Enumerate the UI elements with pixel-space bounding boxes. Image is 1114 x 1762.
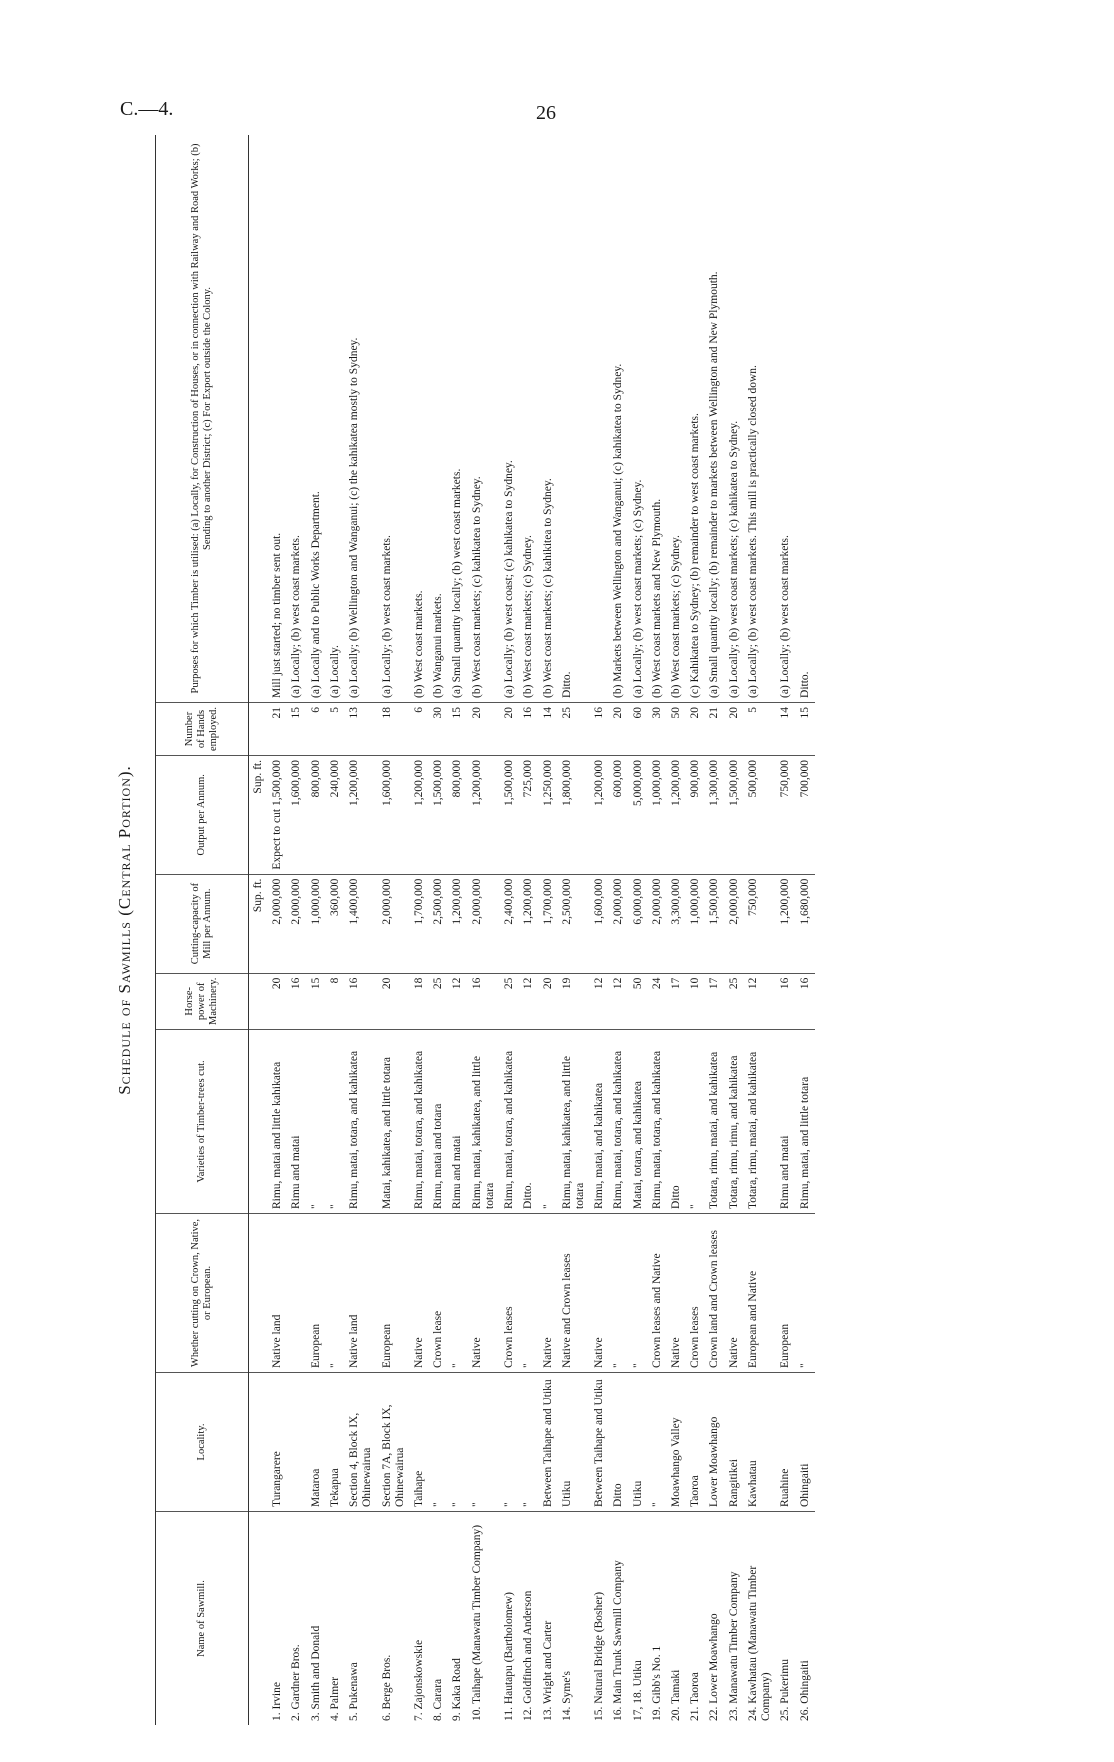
table-row	[776, 135, 795, 1725]
horse-power-cell: 12	[590, 973, 609, 1029]
hands-employed-cell: 50	[667, 702, 686, 755]
cutting-capacity-cell: 750,000	[744, 874, 776, 973]
timber-varieties-cell: "	[326, 1030, 345, 1214]
timber-varieties-cell: Totara, rimu, matai, and kahikatea	[744, 1030, 776, 1214]
timber-varieties-cell: Totara, rimu, rimu, and kahikatea	[725, 1030, 744, 1214]
table-row	[468, 135, 500, 1725]
tenure-cell: Native	[590, 1214, 609, 1373]
horse-power-cell: 16	[287, 973, 306, 1029]
tenure-cell: Crown land and Crown leases	[705, 1214, 724, 1373]
tenure-cell: "	[796, 1214, 815, 1373]
horse-power-cell: 20	[268, 973, 287, 1029]
locality-cell: Rangitikei	[725, 1373, 744, 1512]
purposes-cell	[590, 135, 609, 702]
cutting-capacity-cell: 1,200,000	[519, 874, 538, 973]
output-cell: 5,000,000	[629, 756, 648, 875]
purposes-cell: (a) Small quantity locally; (b) remainder to markets between Wellington and New Plymouth.	[705, 135, 724, 702]
cutting-capacity-cell: 2,500,000	[558, 874, 590, 973]
table-row	[558, 135, 590, 1725]
tenure-cell: Crown leases	[686, 1214, 705, 1373]
purposes-cell: (a) Locally; (b) west coast markets; (c) Sydney.	[629, 135, 648, 702]
hands-employed-cell: 16	[590, 702, 609, 755]
locality-cell: Taoroa	[686, 1373, 705, 1512]
purposes-cell: Ditto.	[796, 135, 815, 702]
sawmill-name-cell: 24. Kawhatau (Manawatu Timber Company)	[746, 1565, 773, 1721]
timber-varieties-cell: Rimu, matai, totara, and kahikatea	[410, 1030, 429, 1214]
cutting-capacity-cell: 1,000,000	[307, 874, 326, 973]
purposes-cell: (b) West coast markets; (c) Sydney.	[519, 135, 538, 702]
timber-varieties-cell: Rimu, matai and little kahikatea	[268, 1030, 287, 1214]
timber-varieties-cell: Totara, rimu, matai, and kahikatea	[705, 1030, 724, 1214]
locality-cell: "	[448, 1373, 467, 1512]
horse-power-cell: 12	[519, 973, 538, 1029]
hands-employed-cell: 21	[705, 702, 724, 755]
horse-power-cell: 20	[378, 973, 410, 1029]
cutting-capacity-cell: 2,000,000	[609, 874, 628, 973]
locality-cell: Ditto	[609, 1373, 628, 1512]
tenure-cell: European	[776, 1214, 795, 1373]
table-row	[796, 135, 815, 1725]
sawmill-name-cell: 8. Carara	[432, 1678, 445, 1721]
output-cell: 1,200,000	[667, 756, 686, 875]
output-cell: 1,200,000	[468, 756, 500, 875]
sawmill-name-cell: 15. Natural Bridge (Bosher)	[593, 1591, 606, 1721]
locality-cell: Utiku	[558, 1373, 590, 1512]
hands-employed-cell: 20	[500, 702, 519, 755]
locality-cell: Section 7A, Block IX, Ohinewairua	[378, 1373, 410, 1512]
sawmill-name-cell: 7. Zajonskowskie	[412, 1639, 425, 1721]
header-row	[156, 135, 249, 1725]
cutting-capacity-cell: 2,000,000	[378, 874, 410, 973]
tenure-cell: "	[448, 1214, 467, 1373]
locality-cell: Moawhango Valley	[667, 1373, 686, 1512]
locality-cell: "	[519, 1373, 538, 1512]
output-cell: 240,000	[326, 756, 345, 875]
horse-power-cell: 50	[629, 973, 648, 1029]
sawmill-name-cell: 21. Taoroa	[689, 1672, 702, 1721]
cutting-capacity-cell: 1,700,000	[410, 874, 429, 973]
horse-power-cell: 12	[744, 973, 776, 1029]
output-cell: 700,000	[796, 756, 815, 875]
locality-cell: Between Taihape and Utiku	[590, 1373, 609, 1512]
tenure-cell: Native land	[345, 1214, 377, 1373]
output-cell: Expect to cut 1,500,000	[268, 756, 287, 875]
table-row	[629, 135, 648, 1725]
locality-cell: "	[648, 1373, 667, 1512]
sawmill-name-cell: 16. Main Trunk Sawmill Company	[612, 1560, 625, 1721]
purposes-cell: (b) West coast markets; (c) kahikitea to Sydney.	[539, 135, 558, 702]
locality-cell: "	[500, 1373, 519, 1512]
table-row	[448, 135, 467, 1725]
hands-employed-cell: 18	[378, 702, 410, 755]
col-header-output: Output per Annum.	[156, 756, 249, 875]
timber-varieties-cell: Rimu and matai	[448, 1030, 467, 1214]
tenure-cell: Native	[410, 1214, 429, 1373]
output-cell: 1,600,000	[287, 756, 306, 875]
tenure-cell: Native and Crown leases	[558, 1214, 590, 1373]
page-number: 26	[536, 102, 556, 124]
output-unit: Sup. ft.	[249, 756, 269, 875]
col-header-purposes: Purposes for which Timber is utilised: (a) Locally, for Construction of Houses, or in connection with Railway and Road Works; (b) Sending to another District; (c) For Export outside the Colony.	[156, 135, 249, 702]
output-cell: 1,600,000	[378, 756, 410, 875]
hands-employed-cell: 20	[686, 702, 705, 755]
table-row	[744, 135, 776, 1725]
output-cell: 1,200,000	[345, 756, 377, 875]
hands-employed-cell: 25	[558, 702, 590, 755]
hands-employed-cell: 5	[744, 702, 776, 755]
hands-employed-cell: 20	[468, 702, 500, 755]
purposes-cell: (b) Wanganui markets.	[429, 135, 448, 702]
cutting-capacity-cell: 1,700,000	[539, 874, 558, 973]
sawmill-name-cell: 4. Palmer	[328, 1676, 341, 1721]
sawmill-name-cell: 5. Pukenawa	[348, 1662, 361, 1721]
output-cell: 500,000	[744, 756, 776, 875]
purposes-cell: (a) Locally.	[326, 135, 345, 702]
table-row	[429, 135, 448, 1725]
col-header-hands: Number of Hands employed.	[156, 702, 249, 755]
locality-cell: Mataroa	[307, 1373, 326, 1512]
hands-employed-cell: 6	[307, 702, 326, 755]
table-row	[705, 135, 724, 1725]
tenure-cell: Crown leases and Native	[648, 1214, 667, 1373]
timber-varieties-cell: Matai, totara, and kahikatea	[629, 1030, 648, 1214]
hands-employed-cell: 30	[648, 702, 667, 755]
cutting-capacity-cell: 2,400,000	[500, 874, 519, 973]
timber-varieties-cell: Rimu, matai, totara, and kahikatea	[609, 1030, 628, 1214]
table-row	[307, 135, 326, 1725]
hands-employed-cell: 14	[539, 702, 558, 755]
hands-employed-cell: 21	[268, 702, 287, 755]
hands-employed-cell: 20	[725, 702, 744, 755]
sawmill-name-cell: 14. Syme's	[560, 1671, 573, 1721]
purposes-cell: (b) West coast markets; (c) kahikatea to Sydney.	[468, 135, 500, 702]
output-cell: 1,000,000	[648, 756, 667, 875]
col-header-tenure: Whether cutting on Crown, Native, or European.	[156, 1214, 249, 1373]
hands-employed-cell: 15	[448, 702, 467, 755]
purposes-cell: (a) Locally; (b) west coast markets.	[287, 135, 306, 702]
tenure-cell: European	[378, 1214, 410, 1373]
cutting-capacity-cell: 2,000,000	[468, 874, 500, 973]
locality-cell: Taihape	[410, 1373, 429, 1512]
cutting-capacity-cell: 2,000,000	[648, 874, 667, 973]
hands-employed-cell: 6	[410, 702, 429, 755]
timber-varieties-cell: "	[539, 1030, 558, 1214]
horse-power-cell: 12	[448, 973, 467, 1029]
locality-cell: Utiku	[629, 1373, 648, 1512]
cutting-capacity-cell: 2,000,000	[725, 874, 744, 973]
timber-varieties-cell: Rimu, matai, totara, and kahikatea	[648, 1030, 667, 1214]
hands-employed-cell: 5	[326, 702, 345, 755]
cutting-capacity-cell: 3,300,000	[667, 874, 686, 973]
table-row	[667, 135, 686, 1725]
timber-varieties-cell: Rimu, matai, kahikatea, and little totara	[468, 1030, 500, 1214]
horse-power-cell: 17	[667, 973, 686, 1029]
tenure-cell: European	[307, 1214, 326, 1373]
timber-varieties-cell: "	[307, 1030, 326, 1214]
purposes-cell: (c) Kahikatea to Sydney; (b) remainder to west coast markets.	[686, 135, 705, 702]
hands-employed-cell: 20	[609, 702, 628, 755]
purposes-cell: (b) Markets between Wellington and Wanganui; (c) kahikatea to Sydney.	[609, 135, 628, 702]
timber-varieties-cell: Matai, kahikatea, and little totara	[378, 1030, 410, 1214]
locality-cell: Tekapua	[326, 1373, 345, 1512]
cutting-capacity-cell: 1,680,000	[796, 874, 815, 973]
table-row	[326, 135, 345, 1725]
timber-varieties-cell: Rimu, matai, and little totara	[796, 1030, 815, 1214]
purposes-cell: (a) Locally; (b) west coast markets; (c) kahikatea to Sydney.	[725, 135, 744, 702]
tenure-cell: Native	[468, 1214, 500, 1373]
tenure-cell: "	[629, 1214, 648, 1373]
horse-power-cell: 25	[429, 973, 448, 1029]
output-cell: 1,500,000	[725, 756, 744, 875]
tenure-cell: Native land	[268, 1214, 287, 1373]
purposes-cell: Mill just started; no timber sent out.	[268, 135, 287, 702]
cutting-capacity-cell: 2,000,000	[268, 874, 287, 973]
cutting-capacity-cell: 2,000,000	[287, 874, 306, 973]
locality-cell	[287, 1373, 306, 1512]
tenure-cell: Crown leases	[500, 1214, 519, 1373]
horse-power-cell: 16	[796, 973, 815, 1029]
table-row	[268, 135, 287, 1725]
table-row	[519, 135, 538, 1725]
horse-power-cell: 16	[468, 973, 500, 1029]
horse-power-cell: 12	[609, 973, 628, 1029]
output-cell: 800,000	[307, 756, 326, 875]
hands-employed-cell: 16	[519, 702, 538, 755]
purposes-cell: (b) West coast markets; (c) Sydney.	[667, 135, 686, 702]
horse-power-cell: 16	[776, 973, 795, 1029]
purposes-cell: (a) Locally; (b) Wellington and Wanganui; (c) the kahikatea mostly to Sydney.	[345, 135, 377, 702]
output-cell: 1,500,000	[429, 756, 448, 875]
col-header-horse-power: Horse-power of Machinery.	[156, 973, 249, 1029]
sawmill-name-cell: 26. Ohingaiti	[798, 1660, 811, 1721]
sawmill-name-cell: 19. Gibb's No. 1	[650, 1645, 663, 1721]
cutting-capacity-cell: 1,600,000	[590, 874, 609, 973]
timber-varieties-cell: Rimu, matai and totara	[429, 1030, 448, 1214]
cutting-capacity-cell: 360,000	[326, 874, 345, 973]
purposes-cell: (b) West coast markets.	[410, 135, 429, 702]
horse-power-cell: 20	[539, 973, 558, 1029]
locality-cell: Section 4, Block IX, Ohinewairua	[345, 1373, 377, 1512]
output-cell: 725,000	[519, 756, 538, 875]
locality-cell: Turangarere	[268, 1373, 287, 1512]
tenure-cell: "	[326, 1214, 345, 1373]
purposes-cell: (a) Small quantity locally; (b) west coast markets.	[448, 135, 467, 702]
tenure-cell: "	[519, 1214, 538, 1373]
sawmill-name-cell: 2. Gardner Bros.	[290, 1644, 303, 1721]
table-row	[378, 135, 410, 1725]
table-row	[686, 135, 705, 1725]
purposes-cell: Ditto.	[558, 135, 590, 702]
col-header-timber: Varieties of Timber-trees cut.	[156, 1030, 249, 1214]
output-cell: 1,200,000	[590, 756, 609, 875]
horse-power-cell: 15	[307, 973, 326, 1029]
col-header-locality: Locality.	[156, 1373, 249, 1512]
horse-power-cell: 10	[686, 973, 705, 1029]
purposes-cell: (a) Locally; (b) west coast markets. This mill is practically closed down.	[744, 135, 776, 702]
output-cell: 1,500,000	[500, 756, 519, 875]
hands-employed-cell: 13	[345, 702, 377, 755]
col-header-name: Name of Sawmill.	[156, 1512, 249, 1726]
table-row	[500, 135, 519, 1725]
timber-varieties-cell: Rimu and matai	[776, 1030, 795, 1214]
table-row	[725, 135, 744, 1725]
table-row	[539, 135, 558, 1725]
sawmill-name-cell: 11. Hautapu (Bartholomew)	[503, 1592, 516, 1721]
locality-cell: Kawhatau	[744, 1373, 776, 1512]
sawmill-name-cell: 20. Tamaki	[670, 1669, 683, 1721]
locality-cell: Ruahine	[776, 1373, 795, 1512]
tenure-cell: European and Native	[744, 1214, 776, 1373]
output-cell: 1,800,000	[558, 756, 590, 875]
purposes-cell: (a) Locally and to Public Works Department.	[307, 135, 326, 702]
sawmill-name-cell: 6. Berge Bros.	[380, 1654, 393, 1721]
table-row	[590, 135, 609, 1725]
sawmill-name-cell: 3. Smith and Donald	[309, 1625, 322, 1721]
horse-power-cell: 24	[648, 973, 667, 1029]
cutting-capacity-cell: 1,200,000	[776, 874, 795, 973]
tenure-cell: Native	[725, 1214, 744, 1373]
purposes-cell: (a) Locally; (b) west coast; (c) kahikatea to Sydney.	[500, 135, 519, 702]
cutting-capacity-cell: 2,500,000	[429, 874, 448, 973]
sawmill-name-cell: 13. Wright and Carter	[541, 1620, 554, 1721]
tenure-cell: Crown lease	[429, 1214, 448, 1373]
sawmill-name-cell: 10. Taihape (Manawatu Timber Company)	[470, 1524, 483, 1721]
table-row	[287, 135, 306, 1725]
table-row	[345, 135, 377, 1725]
horse-power-cell: 19	[558, 973, 590, 1029]
hands-employed-cell: 14	[776, 702, 795, 755]
cutting-capacity-cell: 1,200,000	[448, 874, 467, 973]
locality-cell: Lower Moawhango	[705, 1373, 724, 1512]
locality-cell: Ohingaiti	[796, 1373, 815, 1512]
horse-power-cell: 18	[410, 973, 429, 1029]
locality-cell: "	[468, 1373, 500, 1512]
sawmill-name-cell: 12. Goldfinch and Anderson	[522, 1590, 535, 1721]
tenure-cell	[287, 1214, 306, 1373]
locality-cell: "	[429, 1373, 448, 1512]
output-cell: 750,000	[776, 756, 795, 875]
output-cell: 800,000	[448, 756, 467, 875]
table-row	[609, 135, 628, 1725]
timber-varieties-cell: Rimu and matai	[287, 1030, 306, 1214]
tenure-cell: "	[609, 1214, 628, 1373]
horse-power-cell: 17	[705, 973, 724, 1029]
units-row	[249, 135, 269, 1725]
cutting-capacity-cell: 1,000,000	[686, 874, 705, 973]
col-header-capacity: Cutting-capacity of Mill per Annum.	[156, 874, 249, 973]
output-cell: 1,300,000	[705, 756, 724, 875]
output-cell: 1,200,000	[410, 756, 429, 875]
hands-employed-cell: 15	[796, 702, 815, 755]
timber-varieties-cell: Ditto.	[519, 1030, 538, 1214]
sawmill-name-cell: 23. Manawatu Timber Company	[727, 1571, 740, 1721]
sawmill-name-cell: 9. Kaka Road	[451, 1658, 464, 1721]
timber-varieties-cell: Ditto	[667, 1030, 686, 1214]
table-row	[648, 135, 667, 1725]
table-body	[249, 135, 815, 1725]
sawmill-name-cell: 25. Pukerimu	[779, 1659, 792, 1721]
sawmill-table	[155, 135, 815, 1725]
locality-cell: Between Taihape and Utiku	[539, 1373, 558, 1512]
sawmill-name-cell: 17, 18. Utiku	[631, 1660, 644, 1721]
hands-employed-cell: 60	[629, 702, 648, 755]
capacity-unit: Sup. ft.	[249, 874, 269, 973]
tenure-cell: Native	[539, 1214, 558, 1373]
horse-power-cell: 25	[500, 973, 519, 1029]
cutting-capacity-cell: 6,000,000	[629, 874, 648, 973]
output-cell: 600,000	[609, 756, 628, 875]
timber-varieties-cell: Rimu, matai, kahikatea, and little totara	[558, 1030, 590, 1214]
horse-power-cell: 8	[326, 973, 345, 1029]
horse-power-cell: 25	[725, 973, 744, 1029]
purposes-cell: (b) West coast markets and New Plymouth.	[648, 135, 667, 702]
sawmill-name-cell: 1. Irvine	[271, 1682, 284, 1721]
timber-varieties-cell: Rimu, matai, and kahikatea	[590, 1030, 609, 1214]
timber-varieties-cell: Rimu, matai, totara, and kahikatea	[345, 1030, 377, 1214]
timber-varieties-cell: Rimu, matai, totara, and kahikatea	[500, 1030, 519, 1214]
output-cell: 900,000	[686, 756, 705, 875]
schedule-title: Schedule of Sawmills (Central Portion).	[115, 765, 134, 1095]
output-cell: 1,250,000	[539, 756, 558, 875]
page-reference: C.—4.	[120, 98, 174, 120]
table-row	[410, 135, 429, 1725]
hands-employed-cell: 30	[429, 702, 448, 755]
hands-employed-cell: 15	[287, 702, 306, 755]
purposes-cell: (a) Locally; (b) west coast markets.	[776, 135, 795, 702]
cutting-capacity-cell: 1,500,000	[705, 874, 724, 973]
tenure-cell: Native	[667, 1214, 686, 1373]
cutting-capacity-cell: 1,400,000	[345, 874, 377, 973]
rotated-schedule	[115, 135, 1055, 1725]
horse-power-cell: 16	[345, 973, 377, 1029]
timber-varieties-cell: "	[686, 1030, 705, 1214]
purposes-cell: (a) Locally; (b) west coast markets.	[378, 135, 410, 702]
sawmill-name-cell: 22. Lower Moawhango	[708, 1613, 721, 1721]
